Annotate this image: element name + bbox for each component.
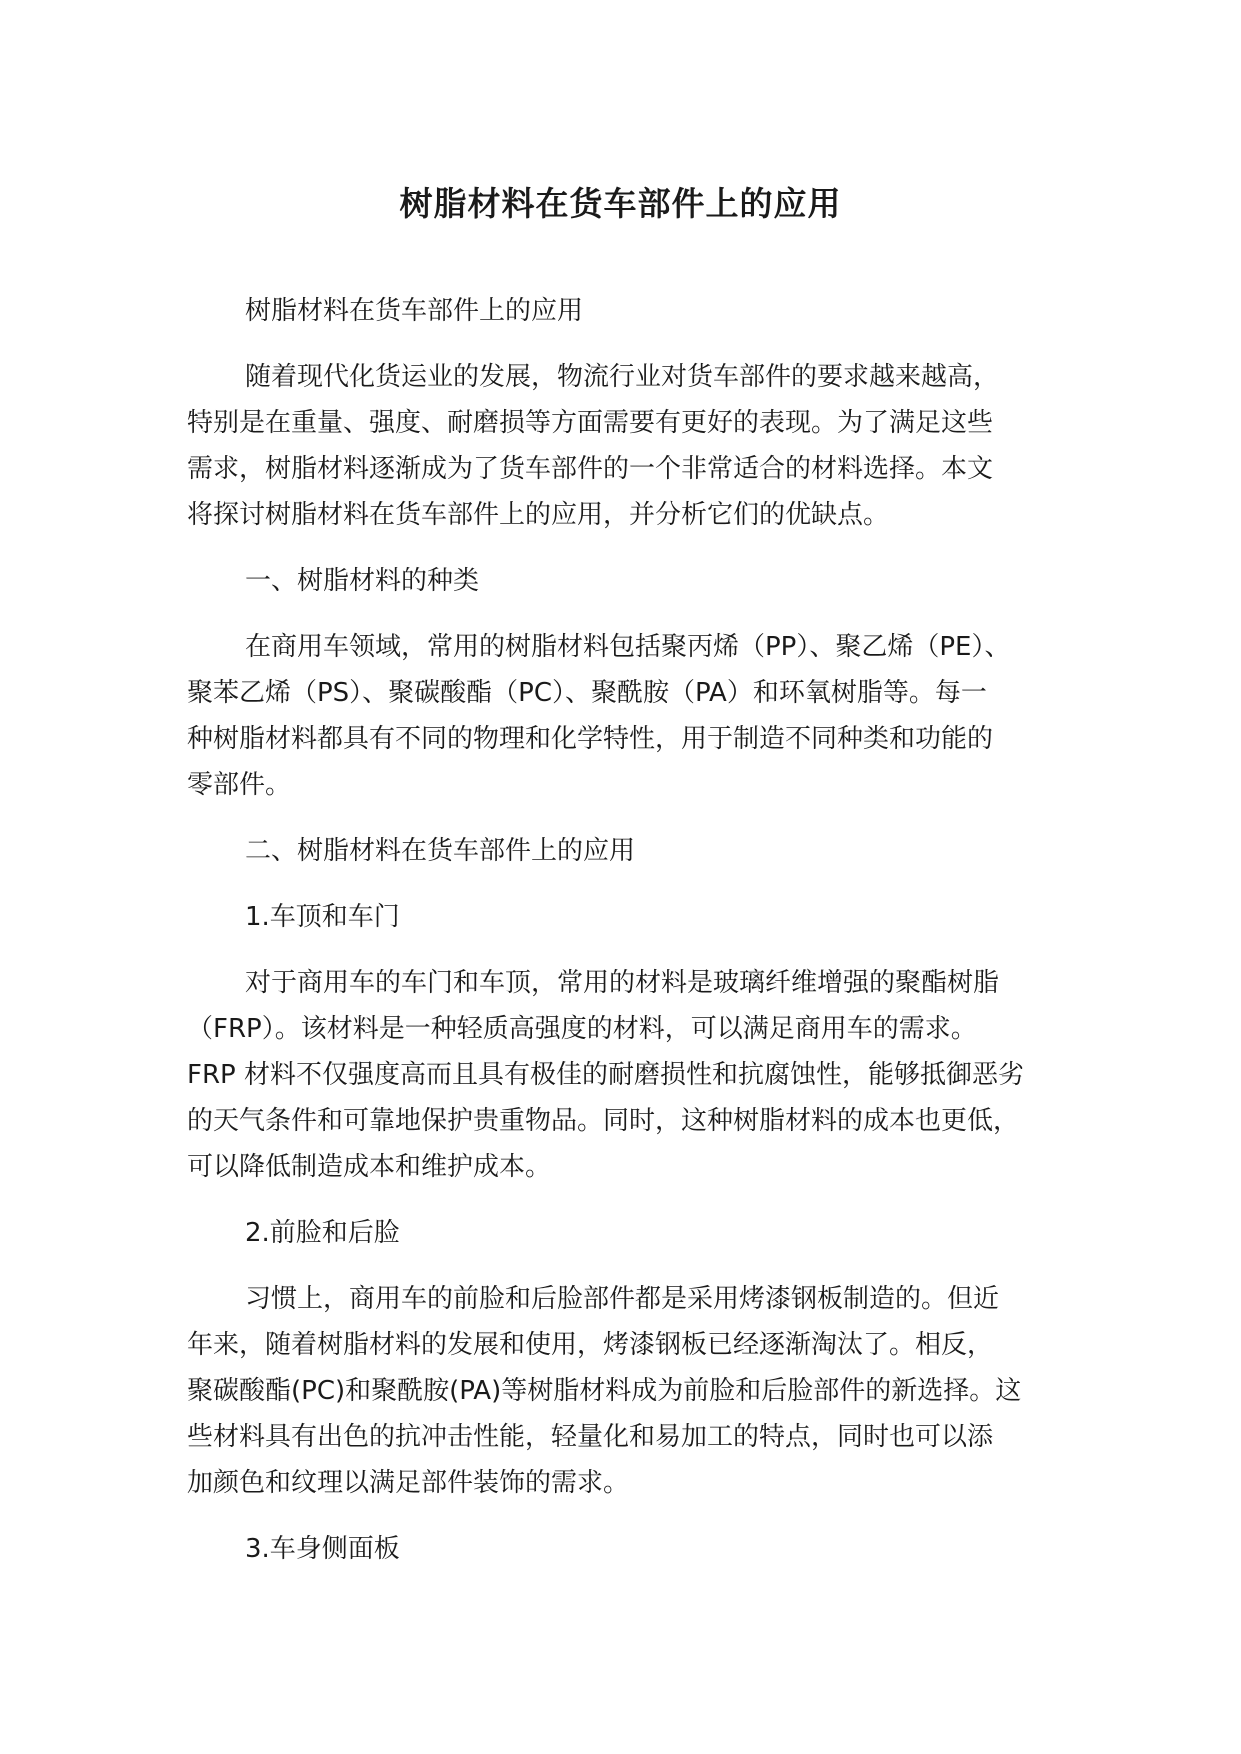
intro-line: 随着现代化货运业的发展，物流行业对货车部件的要求越来越高， [245,362,1000,392]
intro-paragraph [187,354,1077,538]
section1-line: 种树脂材料都具有不同的物理和化学特性，用于制造不同种类和功能的 [187,724,994,754]
section1-heading: 一、树脂材料的种类 [245,566,480,596]
sub2-paragraph [187,1276,1077,1506]
sub2-line: 加颜色和纹理以满足部件装饰的需求。 [187,1468,630,1498]
sub2-heading: 2.前脸和后脸 [245,1218,400,1248]
sub1-line: （FRP）。该材料是一种轻质高强度的材料，可以满足商用车的需求。 [187,1014,977,1044]
sub3-heading: 3.车身侧面板 [245,1534,400,1564]
sub1-heading: 1.车顶和车门 [245,902,400,932]
sub2-line: 聚碳酸酯(PC)和聚酰胺(PA)等树脂材料成为前脸和后脸部件的新选择。这 [187,1376,1022,1406]
intro-line: 将探讨树脂材料在货车部件上的应用，并分析它们的优缺点。 [187,500,890,530]
sub1-line: 的天气条件和可靠地保护贵重物品。同时，这种树脂材料的成本也更低， [187,1106,1020,1136]
sub1-line: 可以降低制造成本和维护成本。 [187,1152,552,1182]
sub1-line: 对于商用车的车门和车顶，常用的材料是玻璃纤维增强的聚酯树脂 [245,968,1000,998]
section1-paragraph [187,624,1077,808]
intro-line: 特别是在重量、强度、耐磨损等方面需要有更好的表现。为了满足这些 [187,408,994,438]
document-title: 树脂材料在货车部件上的应用 [399,184,842,223]
sub1-paragraph [187,960,1077,1190]
document-subtitle: 树脂材料在货车部件上的应用 [245,296,584,326]
intro-line: 需求，树脂材料逐渐成为了货车部件的一个非常适合的材料选择。本文 [187,454,994,484]
document-body [187,288,1077,1592]
section2-heading: 二、树脂材料在货车部件上的应用 [245,836,636,866]
section1-line: 在商用车领域，常用的树脂材料包括聚丙烯（PP）、聚乙烯（PE）、 [245,632,1011,662]
sub2-line: 习惯上，商用车的前脸和后脸部件都是采用烤漆钢板制造的。但近 [245,1284,1000,1314]
sub1-line: FRP 材料不仅强度高而且具有极佳的耐磨损性和抗腐蚀性，能够抵御恶劣 [187,1060,1024,1090]
section1-line: 零部件。 [187,770,292,800]
sub2-line: 些材料具有出色的抗冲击性能，轻量化和易加工的特点，同时也可以添 [187,1422,994,1452]
section1-line: 聚苯乙烯（PS）、聚碳酸酯（PC）、聚酰胺（PA）和环氧树脂等。每一 [187,678,987,708]
sub2-line: 年来，随着树脂材料的发展和使用，烤漆钢板已经逐渐淘汰了。相反， [187,1330,994,1360]
